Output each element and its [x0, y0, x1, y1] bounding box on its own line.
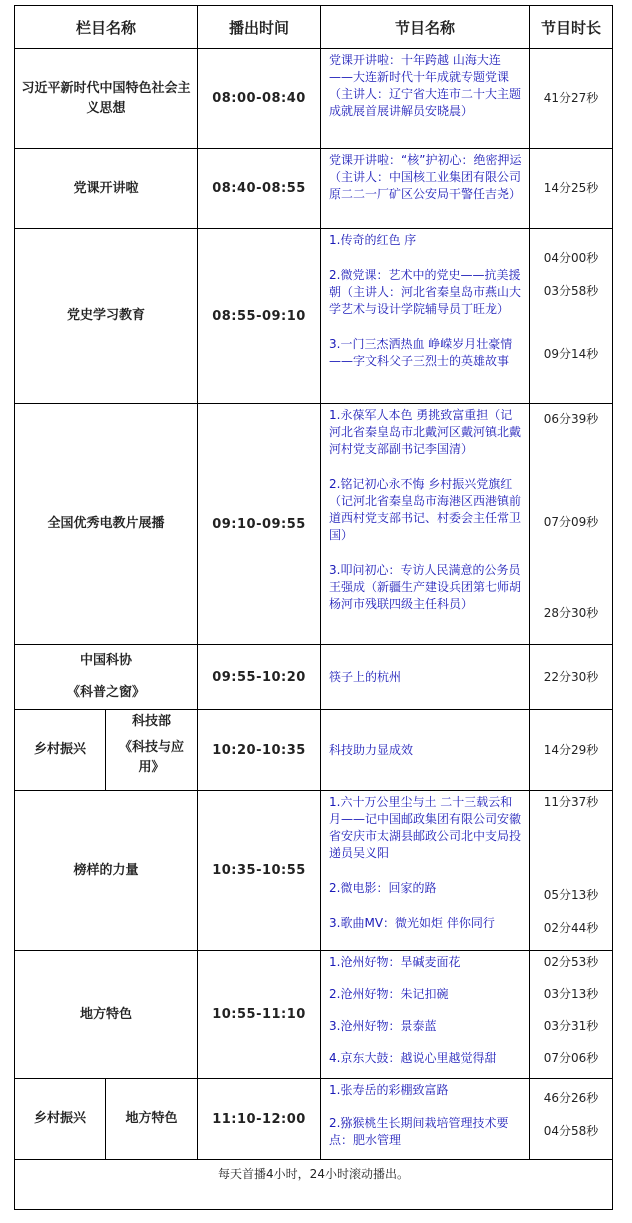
duration-value: 04分58秒: [543, 1124, 599, 1138]
table-row: [15, 49, 613, 149]
program-item: 筷子上的杭州: [329, 669, 402, 684]
program-item: 1.张寿岳的彩棚致富路: [329, 1083, 449, 1097]
column-name: 地方特色: [15, 951, 198, 1079]
duration-value: 06分39秒: [543, 412, 599, 426]
duration-value: 46分26秒: [543, 1091, 599, 1105]
column-sub-cell: [106, 710, 198, 791]
program-item: 2.沧州好物：朱记扣碗: [329, 987, 449, 1001]
header-program-name: 节目名称: [321, 6, 530, 49]
column-name: 乡村振兴: [15, 1079, 106, 1160]
footer-note: 每天首播4小时，24小时滚动播出。: [15, 1160, 613, 1210]
duration-cell: [530, 404, 613, 645]
program-cell: [321, 791, 530, 951]
duration-value: 03分58秒: [543, 284, 599, 298]
air-time: 09:10-09:55: [198, 404, 321, 645]
column-subtitle: 地方特色: [106, 1079, 198, 1160]
duration-value: 02分44秒: [543, 921, 599, 935]
air-time: 10:55-11:10: [198, 951, 321, 1079]
program-item: 3.歌曲MV：微光如炬 伴你同行: [329, 916, 495, 930]
program-cell: [321, 645, 530, 710]
duration-value: 04分00秒: [543, 251, 599, 265]
duration-cell: [530, 229, 613, 404]
program-item: 3.叩问初心：专访人民满意的公务员王强成（新疆生产建设兵团第七师胡杨河市残联四级主任科员）: [329, 563, 522, 611]
program-item: 1.传奇的红色 序: [329, 233, 417, 247]
air-time: 10:20-10:35: [198, 710, 321, 791]
column-subtitle: 《科技与应用》: [119, 740, 185, 775]
column-name: 党史学习教育: [15, 229, 198, 404]
program-item: 3.一门三杰洒热血 峥嵘岁月壮豪情——字文科父子三烈士的英雄故事: [329, 337, 513, 368]
header-air-time: 播出时间: [198, 6, 321, 49]
table-row: [15, 710, 613, 791]
duration-cell: [530, 710, 613, 791]
duration-value: 14分29秒: [543, 742, 599, 757]
duration-value: 02分53秒: [543, 955, 599, 969]
air-time: 08:55-09:10: [198, 229, 321, 404]
program-cell: [321, 1079, 530, 1160]
column-subtitle: 科技部: [132, 714, 172, 729]
column-name: 习近平新时代中国特色社会主义思想: [15, 49, 198, 149]
duration-value: 07分09秒: [543, 515, 599, 529]
duration-cell: [530, 149, 613, 229]
program-item: 1.永葆军人本色 勇挑致富重担（记河北省秦皇岛市北戴河区戴河镇北戴河村党支部副书记李国清）: [329, 408, 522, 456]
program-cell: [321, 404, 530, 645]
program-item: 2.微电影：回家的路: [329, 881, 437, 895]
duration-value: 07分06秒: [543, 1051, 599, 1065]
air-time: 08:40-08:55: [198, 149, 321, 229]
table-row: [15, 149, 613, 229]
program-item: 2.猕猴桃生长期间栽培管理技术要点：肥水管理: [329, 1116, 509, 1147]
column-name: 榜样的力量: [15, 791, 198, 951]
duration-value: 05分13秒: [543, 888, 599, 902]
schedule-table: [14, 5, 613, 1210]
program-item: 2.铭记初心永不悔 乡村振兴党旗红（记河北省秦皇岛市海港区西港镇前道西村党支部书记、村委会主任常卫国）: [329, 477, 522, 542]
header-duration: 节目时长: [530, 6, 613, 49]
program-item: 3.沧州好物：景泰蓝: [329, 1019, 437, 1033]
duration-cell: [530, 645, 613, 710]
column-name: 中国科协: [80, 653, 133, 668]
air-time: 08:00-08:40: [198, 49, 321, 149]
program-item: 2.微党课：艺术中的党史——抗美援朝（主讲人：河北省秦皇岛市燕山大学艺术与设计学院辅导员丁旺龙）: [329, 268, 522, 316]
duration-value: 03分31秒: [543, 1019, 599, 1033]
schedule-sheet: [14, 5, 612, 1209]
duration-value: 03分13秒: [543, 987, 599, 1001]
column-name: 党课开讲啦: [15, 149, 198, 229]
table-row: [15, 951, 613, 1079]
column-subtitle: 《科普之窗》: [67, 685, 146, 700]
table-footer-row: [15, 1160, 613, 1210]
duration-value: 14分25秒: [543, 181, 599, 195]
column-name: 全国优秀电教片展播: [15, 404, 198, 645]
program-cell: [321, 951, 530, 1079]
program-item: 1.沧州好物：旱碱麦面花: [329, 955, 461, 969]
program-item: 4.京东大鼓：越说心里越觉得甜: [329, 1051, 497, 1065]
table-header-row: [15, 6, 613, 49]
duration-cell: [530, 951, 613, 1079]
air-time: 09:55-10:20: [198, 645, 321, 710]
program-item: 党课开讲啦：“核”护初心：绝密押运（主讲人：中国核工业集团有限公司原二二一厂矿区公安局干警任吉尧）: [329, 153, 522, 201]
program-cell: [321, 49, 530, 149]
column-name-cell: [15, 645, 198, 710]
table-row: [15, 404, 613, 645]
duration-value: 22分30秒: [543, 669, 599, 684]
duration-value: 11分37秒: [543, 795, 599, 809]
header-column-name: 栏目名称: [15, 6, 198, 49]
program-item: 科技助力显成效: [329, 742, 414, 757]
air-time: 11:10-12:00: [198, 1079, 321, 1160]
table-row: [15, 229, 613, 404]
duration-value: 09分14秒: [543, 347, 599, 361]
program-item: 1.六十万公里尘与土 二十三载云和月——记中国邮政集团有限公司安徽省安庆市太湖县邮政公司北中支局投递员吴义阳: [329, 795, 522, 860]
duration-value: 28分30秒: [543, 606, 599, 620]
air-time: 10:35-10:55: [198, 791, 321, 951]
program-cell: [321, 229, 530, 404]
duration-cell: [530, 49, 613, 149]
duration-value: 41分27秒: [543, 91, 599, 105]
duration-cell: [530, 1079, 613, 1160]
table-row: [15, 791, 613, 951]
duration-cell: [530, 791, 613, 951]
program-cell: [321, 710, 530, 791]
column-name: 乡村振兴: [15, 710, 106, 791]
program-cell: [321, 149, 530, 229]
table-row: [15, 1079, 613, 1160]
program-item: 党课开讲啦：十年跨越 山海大连——大连新时代十年成就专题党课（主讲人：辽宁省大连市二十大主题成就展首展讲解员安晓晨）: [329, 53, 522, 118]
table-row: [15, 645, 613, 710]
